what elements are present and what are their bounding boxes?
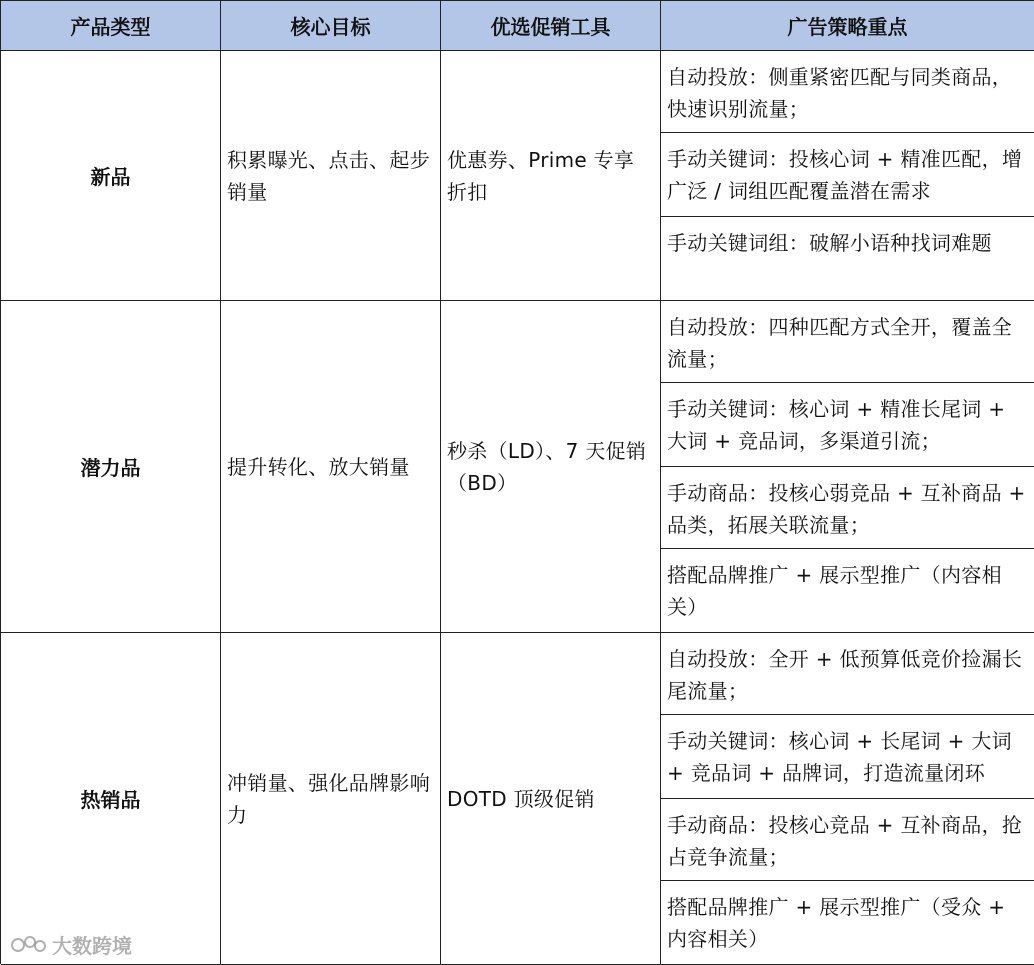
brand-logo-icon <box>10 934 48 956</box>
strategy-item: 手动关键词：投核心词 + 精准匹配，增广泛 / 词组匹配覆盖潜在需求 <box>661 133 1034 217</box>
ad-strategy-bestseller <box>661 633 1034 965</box>
promo-tool-potential: 秒杀（LD）、7 天促销（BD） <box>441 301 661 633</box>
strategy-item: 搭配品牌推广 + 展示型推广（内容相关） <box>667 563 1002 619</box>
strategy-item: 手动关键词组：破解小语种找词难题 <box>667 231 992 255</box>
ad-strategy-potential <box>661 301 1034 633</box>
strategy-item: 手动商品：投核心竞品 + 互补商品，抢占竞争流量； <box>661 799 1034 881</box>
watermark <box>10 930 132 959</box>
strategy-item: 搭配品牌推广 + 展示型推广（受众 + 内容相关） <box>667 895 1006 951</box>
ad-strategy-new <box>661 51 1034 301</box>
product-type-new: 新品 <box>1 51 221 301</box>
strategy-item: 自动投放：侧重紧密匹配与同类商品，快速识别流量； <box>661 51 1034 133</box>
header-promo-tool: 优选促销工具 <box>441 1 661 51</box>
header-product-type: 产品类型 <box>1 1 221 51</box>
core-goal-new: 积累曝光、点击、起步销量 <box>221 51 441 301</box>
header-ad-strategy: 广告策略重点 <box>661 1 1034 51</box>
strategy-item: 自动投放：全开 + 低预算低竞价捡漏长尾流量； <box>661 633 1034 715</box>
watermark-text: 大数跨境 <box>52 934 132 958</box>
strategy-item: 自动投放：四种匹配方式全开，覆盖全流量； <box>661 301 1034 383</box>
strategy-item: 手动关键词：核心词 + 长尾词 + 大词 + 竞品词 + 品牌词，打造流量闭环 <box>661 715 1034 799</box>
promo-tool-bestseller: DOTD 顶级促销 <box>441 633 661 965</box>
header-core-goal: 核心目标 <box>221 1 441 51</box>
promo-tool-new: 优惠券、Prime 专享折扣 <box>441 51 661 301</box>
core-goal-potential: 提升转化、放大销量 <box>221 301 441 633</box>
strategy-item: 手动关键词：核心词 + 精准长尾词 + 大词 + 竞品词，多渠道引流； <box>661 383 1034 467</box>
strategy-item: 手动商品：投核心弱竞品 + 互补商品 + 品类，拓展关联流量； <box>661 467 1034 549</box>
product-type-bestseller: 热销品 <box>1 633 221 965</box>
product-type-potential: 潜力品 <box>1 301 221 633</box>
core-goal-bestseller: 冲销量、强化品牌影响力 <box>221 633 441 965</box>
